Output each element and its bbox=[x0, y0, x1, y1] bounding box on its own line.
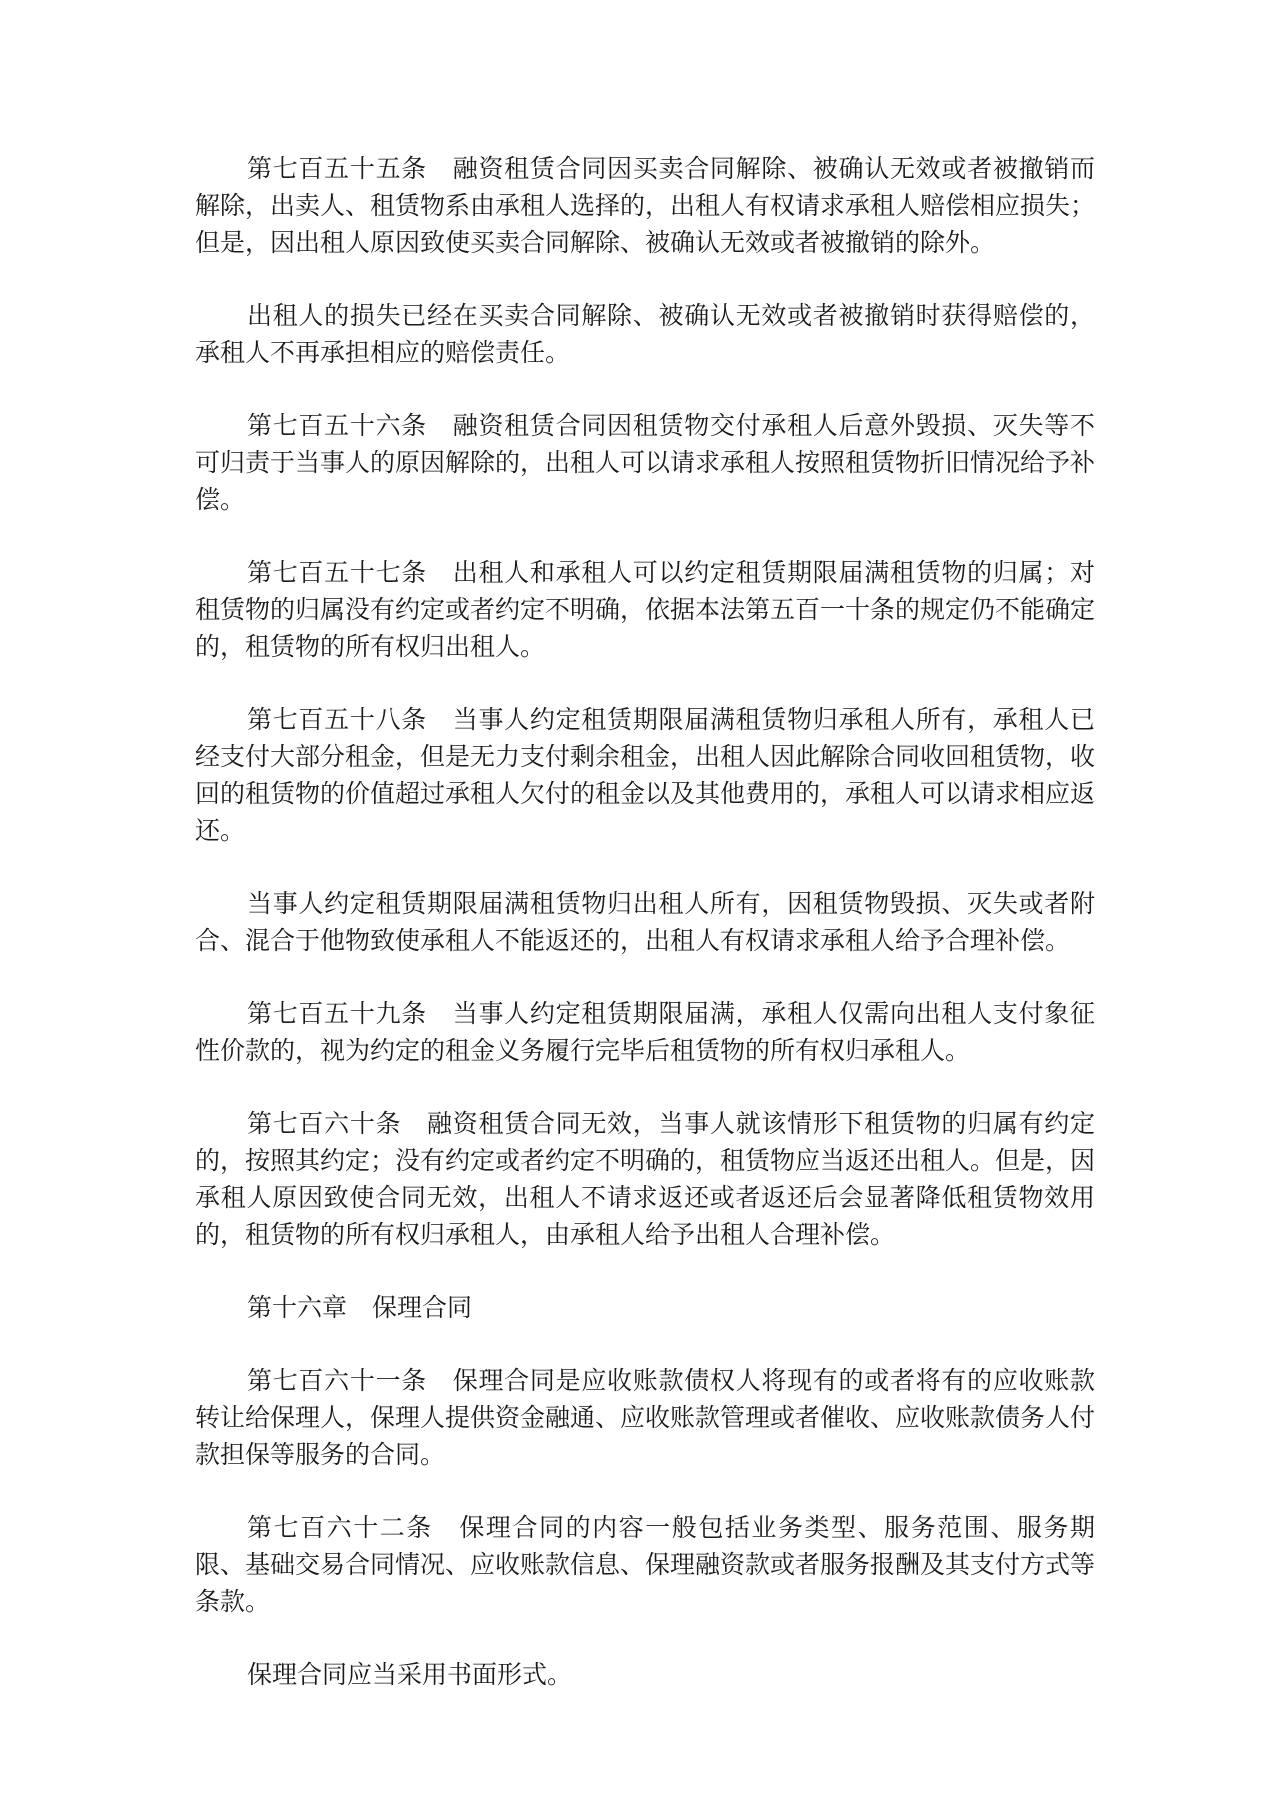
chapter-16-heading: 第十六章 保理合同 bbox=[247, 1293, 473, 1322]
article-762-para-2: 保理合同应当采用书面形式。 bbox=[247, 1660, 573, 1689]
article-755-para-2: 出租人的损失已经在买卖合同解除、被确认无效或者被撤销时获得赔偿的，承租人不再承担相应的赔偿责任。 bbox=[195, 301, 1095, 367]
document-page bbox=[195, 150, 1095, 1729]
article-755: 第七百五十五条 融资租赁合同因买卖合同解除、被确认无效或者被撤销而解除，出卖人、租赁物系由承租人选择的，出租人有权请求承租人赔偿相应损失；但是，因出租人原因致使买卖合同解除、被确认无效或者被撤销的除外。 bbox=[195, 154, 1096, 257]
article-760: 第七百六十条 融资租赁合同无效，当事人就该情形下租赁物的归属有约定的，按照其约定；没有约定或者约定不明确的，租赁物应当返还出租人。但是，因承租人原因致使合同无效，出租人不请求返还或者返还后会显著降低租赁物效用的，租赁物的所有权归承租人，由承租人给予出租人合理补偿。 bbox=[195, 1109, 1096, 1249]
article-758-para-2: 当事人约定租赁期限届满租赁物归出租人所有，因租赁物毁损、灭失或者附合、混合于他物致使承租人不能返还的，出租人有权请求承租人给予合理补偿。 bbox=[195, 889, 1095, 955]
article-759: 第七百五十九条 当事人约定租赁期限届满，承租人仅需向出租人支付象征性价款的，视为约定的租金义务履行完毕后租赁物的所有权归承租人。 bbox=[195, 999, 1095, 1065]
article-762: 第七百六十二条 保理合同的内容一般包括业务类型、服务范围、服务期限、基础交易合同情况、应收账款信息、保理融资款或者服务报酬及其支付方式等条款。 bbox=[195, 1513, 1096, 1616]
article-761: 第七百六十一条 保理合同是应收账款债权人将现有的或者将有的应收账款转让给保理人，保理人提供资金融通、应收账款管理或者催收、应收账款债务人付款担保等服务的合同。 bbox=[195, 1366, 1096, 1469]
article-756: 第七百五十六条 融资租赁合同因租赁物交付承租人后意外毁损、灭失等不可归责于当事人的原因解除的，出租人可以请求承租人按照租赁物折旧情况给予补偿。 bbox=[195, 411, 1096, 514]
article-758: 第七百五十八条 当事人约定租赁期限届满租赁物归承租人所有，承租人已经支付大部分租金，但是无力支付剩余租金，出租人因此解除合同收回租赁物，收回的租赁物的价值超过承租人欠付的租金以及其他费用的，承租人可以请求相应返还。 bbox=[195, 705, 1096, 845]
article-757: 第七百五十七条 出租人和承租人可以约定租赁期限届满租赁物的归属；对租赁物的归属没有约定或者约定不明确，依据本法第五百一十条的规定仍不能确定的，租赁物的所有权归出租人。 bbox=[195, 558, 1096, 661]
